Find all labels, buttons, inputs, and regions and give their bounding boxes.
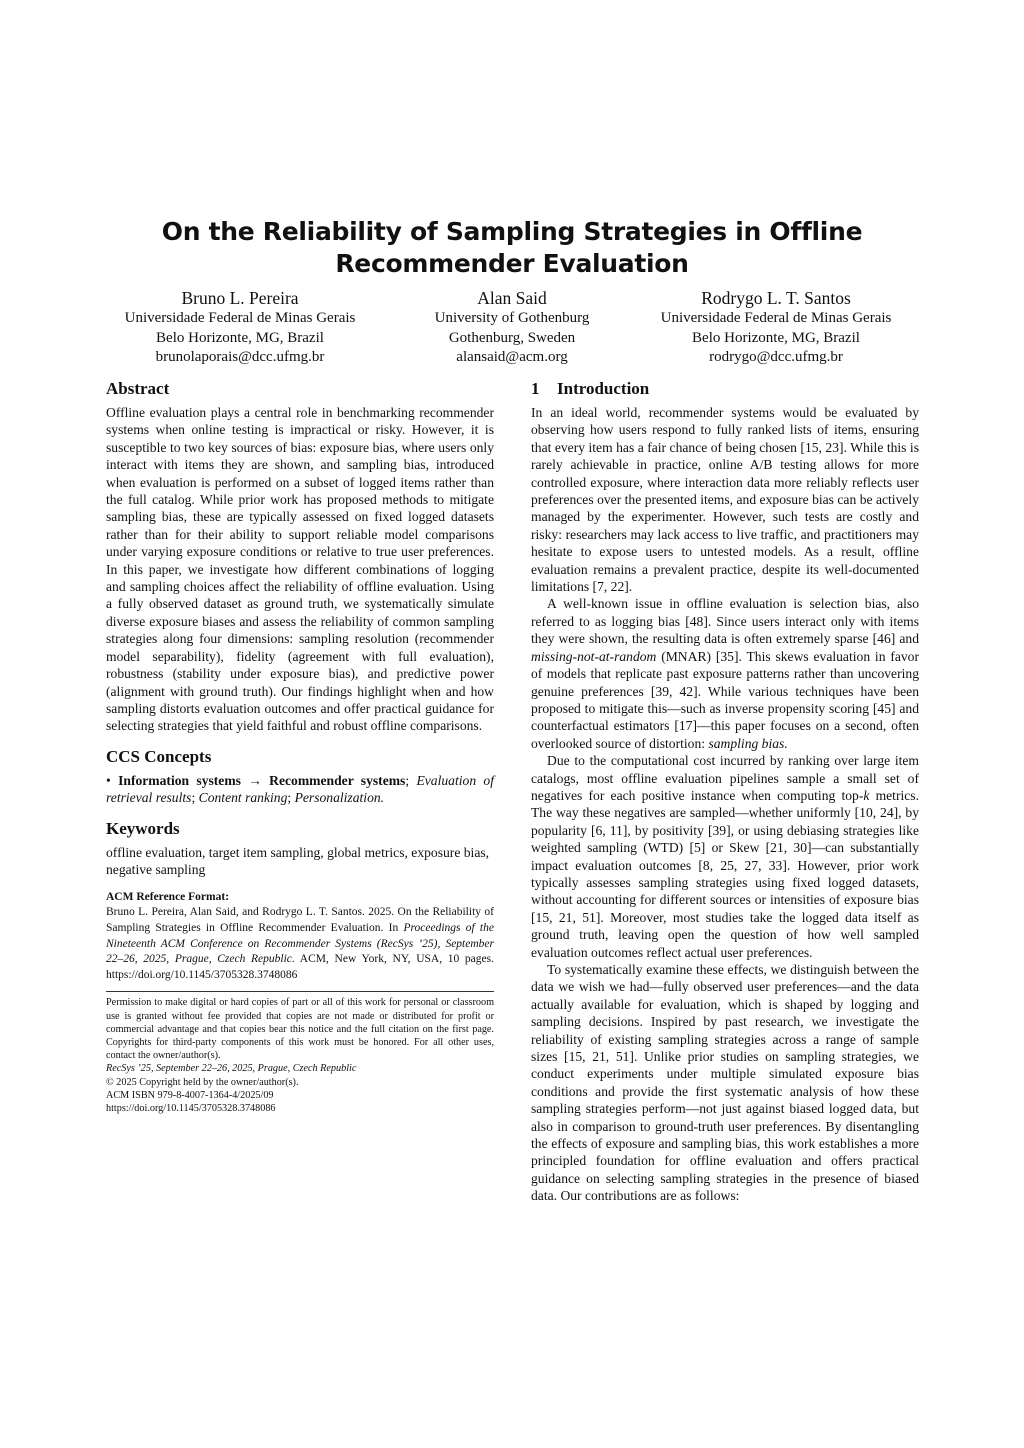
intro-paragraph-3: Due to the computational cost incurred by ranking over large item catalogs, most offline evaluation pipelines sample a small set of negatives for each positive instance when computing top-k metrics. The way these negatives are sampled—whether uniformly [10, 24], by popularity [6, 11], by positivity [39], or using debiasing strategies like weighted sampling (WTD) [5] or Skew [21, 30]—can substantially impact evaluation outcomes [8, 25, 27, 33]. However, prior work typically assesses sampling strategies using fixed logged datasets, without accounting for different sources or intensities of exposure bias [15, 21, 51]. Moreover, most studies take the logged data itself as ground truth, leaving open the question of how well sampled evaluation outcomes reflect actual user preferences. [531,753,919,960]
right-column [531,378,919,1205]
author-location: Gothenburg, Sweden [448,329,576,346]
acm-reference [106,889,494,983]
author-name: Rodrygo L. T. Santos [701,288,851,308]
acm-reference-text: Bruno L. Pereira, Alan Said, and Rodrygo L. T. Santos. 2025. On the Reliability of Sampling Strategies in Offline Recommender Evaluation. In Proceedings of the Nineteenth ACM Conference on Recommender Systems (RecSys ’25), September 22–26, 2025, Prague, Czech Republic. ACM, New York, NY, USA, 10 pages. https://doi.org/10.1145/3705328.3748086 [106,906,494,981]
acm-reference-heading: ACM Reference Format: [106,891,230,904]
author-email[interactable]: brunolaporais@dcc.ufmg.br [155,349,325,365]
title-line-1: On the Reliability of Sampling Strategies in Offline [161,217,863,246]
doi-link[interactable]: https://doi.org/10.1145/3705328.3748086 [106,1102,276,1114]
abstract-heading: Abstract [106,379,170,398]
ccs-bullet: • [106,772,111,788]
author-email[interactable]: rodrygo@dcc.ufmg.br [709,349,843,365]
author-affiliation: Universidade Federal de Minas Gerais [660,310,892,326]
author-location: Belo Horizonte, MG, Brazil [692,329,860,346]
ccs-item: Content ranking [198,790,288,806]
author-2 [362,287,662,368]
permission-text: Permission to make digital or hard copies of part or all of this work for personal or classroom use is granted without fee provided that copies are not made or distributed for profit or commercial advantage and that copies bear this notice and the full citation on the first page. Copyrights for third-party components of this work must be honored. For all other uses, contact the owner/author(s). [106,997,494,1062]
intro-paragraph-4: To systematically examine these effects, we distinguish between the data we wish we had—fully observed user preferences—and the data actually available for evaluation, which is shaped by logging and sampling decisions. Inspired by past research, we investigate the reliability of existing sampling strategies across a range of sample sizes [15, 21, 51]. Unlike prior studies on sampling strategies, we conduct experiments under multiple simulated exposure bias conditions and provide the first systematic analysis of how these sampling strategies perform—not just against biased logged data, but also in comparison to ground-truth user preferences. By disentangling the effects of exposure and sampling bias, this work establishes a more principled foundation for offline evaluation and offers practical guidance on selecting sampling strategies in the presence of biased data. Our contributions are as follows: [531,962,919,1204]
author-name: Alan Said [477,288,547,308]
copyright-line: © 2025 Copyright held by the owner/author(s). [106,1076,299,1088]
author-3 [626,287,926,368]
venue-line: RecSys ’25, September 22–26, 2025, Prague, Czech Republic [106,1063,357,1075]
author-location: Belo Horizonte, MG, Brazil [156,329,324,346]
intro-paragraph-1: In an ideal world, recommender systems would be evaluated by observing how users respond to fully ranked lists of items, ensuring that every item has a fair chance of being chosen [15, 23]. While this is rarely achievable in practice, online A/B testing allows for more controlled exposure, where interaction data more reliably reflects user preferences over the presented items, and exposure bias can be actively managed by the experimenter. However, such tests are costly and risky: researchers may lack access to live traffic, and practitioners may hesitate to expose users to untested models. As a result, offline evaluation remains a prevalent practice, despite its well-documented limitations [7, 22]. [531,405,919,595]
keywords-section [106,818,494,879]
footnote-divider [106,991,494,992]
author-affiliation: Universidade Federal de Minas Gerais [124,310,356,326]
section-number: 1 [531,379,540,398]
isbn-line: ACM ISBN 979-8-4007-1364-4/2025/09 [106,1089,274,1101]
ccs-section [106,746,494,807]
ccs-heading: CCS Concepts [106,746,212,766]
author-block [100,287,924,371]
intro-paragraph-2: A well-known issue in offline evaluation is selection bias, also referred to as logging bias [48]. Since users interact only with items they were shown, the resulting data is often extremely sparse [46] and missing-not-at-random (MNAR) [35]. This skews evaluation in favor of models that replicate past exposure patterns rather than uncovering genuine preferences [39, 42]. While various techniques have been proposed to mitigate this—such as inverse propensity scoring [45] and counterfactual estimators [17]—this paper focuses on a second, often overlooked source of distortion: sampling bias. [531,596,919,751]
author-affiliation: University of Gothenburg [434,310,590,326]
ccs-item: Evaluation of retrieval results [106,772,495,806]
ccs-text: • Information systems → Recommender systems; Evaluation of retrieval results; Content ranking; Personalization. [106,772,495,806]
abstract-text: Offline evaluation plays a central role in benchmarking recommender systems when online testing is impractical or risky. However, it is susceptible to two key sources of bias: exposure bias, where users only interact with items they are shown, and sampling bias, introduced when evaluation is performed on a subset of logged items rather than the full catalog. While prior work has proposed methods to mitigate sampling bias, these are typically assessed on fixed logged datasets rather than for their ability to support reliable model comparisons under varying exposure conditions or relative to true user preferences. In this paper, we investigate how different combinations of logging and sampling choices affect the reliability of offline evaluation. Using a fully observed dataset as ground truth, we systematically simulate diverse exposure biases and assess the reliability of common sampling strategies along four dimensions: sampling resolution (recommender model separability), fidelity (agreement with full evaluation), robustness (stability under exposure bias), and predictive power (alignment with ground truth). Our findings highlight when and how sampling distorts evaluation outcomes and offer practical guidance for selecting strategies that yield faithful and robust offline comparisons. [106,405,494,734]
author-email[interactable]: alansaid@acm.org [456,349,568,365]
ccs-item: Personalization [294,790,381,806]
keywords-heading: Keywords [106,818,180,838]
author-1 [90,287,390,368]
ccs-concept: Information systems → Recommender systems [118,772,406,788]
left-column [106,378,494,1115]
abstract-section [106,378,494,735]
intro-heading: 1 Introduction [531,379,650,398]
author-name: Bruno L. Pereira [181,288,299,308]
paper-title [100,216,924,280]
keywords-text: offline evaluation, target item sampling, global metrics, exposure bias, negative sampling [106,844,490,877]
title-line-2: Recommender Evaluation [335,249,689,278]
permission-notice [106,996,494,1115]
